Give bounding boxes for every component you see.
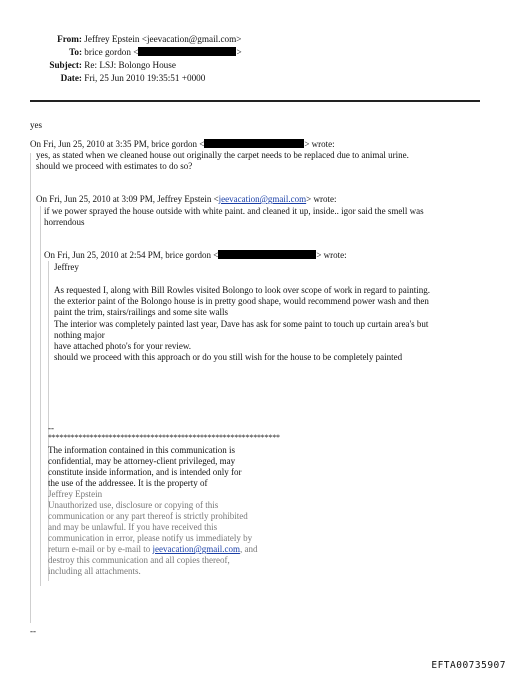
disclaimer-line: and may be unlawful. If you have received this: [48, 522, 218, 532]
quote3-greeting: Jeffrey: [54, 262, 79, 272]
quote1-line1: yes, as stated when we cleaned house out originally the carpet needs to be replaced due to animal urine.: [36, 150, 409, 160]
from-value: Jeffrey Epstein <jeevacation@gmail.com>: [84, 34, 242, 44]
quote3-line: have attached photo's for your review.: [54, 341, 191, 351]
quote1-intro-tail: > wrote:: [304, 139, 335, 149]
quote3-line: the exterior paint of the Bolongo house is in pretty good shape, would recommend power wash and then: [54, 296, 429, 306]
disclaimer-line: the use of the addressee. It is the property of: [48, 478, 208, 488]
quote1-intro: [30, 139, 335, 150]
disclaimer-text: return e-mail or by e-mail to: [48, 544, 153, 554]
signature-stars: *************************************************************: [48, 433, 280, 442]
to-row: [40, 47, 280, 60]
subject-label: Subject:: [49, 60, 82, 70]
disclaimer-line: The information contained in this communication is: [48, 445, 235, 455]
quote3-line: nothing major: [54, 330, 105, 340]
bottom-dashes: --: [30, 626, 36, 636]
disclaimer-line: communication in error, please notify us immediately by: [48, 533, 253, 543]
quote-bar-1: [30, 153, 31, 623]
redaction-box: [204, 139, 304, 148]
quote3-intro-text: On Fri, Jun 25, 2010 at 2:54 PM, brice gordon <: [44, 250, 219, 260]
disclaimer-line: confidential, may be attorney-client privileged, may: [48, 456, 236, 466]
disclaimer-line: Unauthorized use, disclosure or copying of this: [48, 500, 219, 510]
quote3-intro-tail: > wrote:: [316, 250, 347, 260]
email-link[interactable]: jeevacation@gmail.com: [218, 194, 307, 204]
reply-text: yes: [30, 120, 42, 130]
to-value: brice gordon <: [84, 47, 139, 57]
quote2-line1: if we power sprayed the house outside with white paint. and cleaned it up, inside.. igor said the smell was: [44, 206, 424, 216]
email-header: [40, 34, 280, 86]
quote2-line2: horrendous: [44, 217, 85, 227]
header-divider: [30, 100, 480, 102]
quote3-line: As requested I, along with Bill Rowles visited Bolongo to look over scope of work in regard to painting.: [54, 285, 430, 295]
from-label: From:: [57, 34, 82, 44]
redaction-box: [138, 47, 236, 56]
quote1-intro-text: On Fri, Jun 25, 2010 at 3:35 PM, brice gordon <: [30, 139, 205, 149]
disclaimer-line: [48, 544, 257, 555]
redaction-box: [218, 250, 316, 259]
disclaimer-line: communication or any part thereof is strictly prohibited: [48, 511, 248, 521]
date-label: Date:: [60, 73, 82, 83]
quote2-intro-tail: > wrote:: [306, 194, 337, 204]
quote3-intro: [44, 250, 347, 261]
document-id: EFTA00735907: [431, 660, 506, 671]
date-value: Fri, 25 Jun 2010 19:35:51 +0000: [84, 73, 206, 83]
disclaimer-text: , and: [239, 544, 258, 554]
to-label: To:: [69, 47, 82, 57]
disclaimer-line: Jeffrey Epstein: [48, 489, 103, 499]
from-row: [40, 34, 280, 47]
disclaimer-line: including all attachments.: [48, 566, 141, 576]
email-link[interactable]: jeevacation@gmail.com: [152, 544, 240, 554]
quote3-line: The interior was completely painted last year, Dave has ask for some paint to touch up curtain area's but: [54, 319, 429, 329]
disclaimer-line: destroy this communication and all copies thereof,: [48, 555, 230, 565]
date-row: [40, 73, 280, 86]
subject-value: Re: LSJ: Bolongo House: [84, 60, 176, 70]
quote3-line: should we proceed with this approach or do you still wish for the house to be completely painted: [54, 352, 403, 362]
quote1-line2: should we proceed with estimates to do so?: [36, 161, 193, 171]
signature-dashes: --: [48, 423, 54, 433]
disclaimer-line: constitute inside information, and is intended only for: [48, 467, 242, 477]
quote2-intro-text: On Fri, Jun 25, 2010 at 3:09 PM, Jeffrey Epstein <: [36, 194, 219, 204]
quote-bar-2: [40, 206, 41, 586]
quote2-intro: [36, 194, 337, 205]
subject-row: [40, 60, 280, 73]
quote3-line: paint the trim, stairs/railings and some site walls: [54, 307, 228, 317]
to-tail: >: [236, 47, 242, 57]
